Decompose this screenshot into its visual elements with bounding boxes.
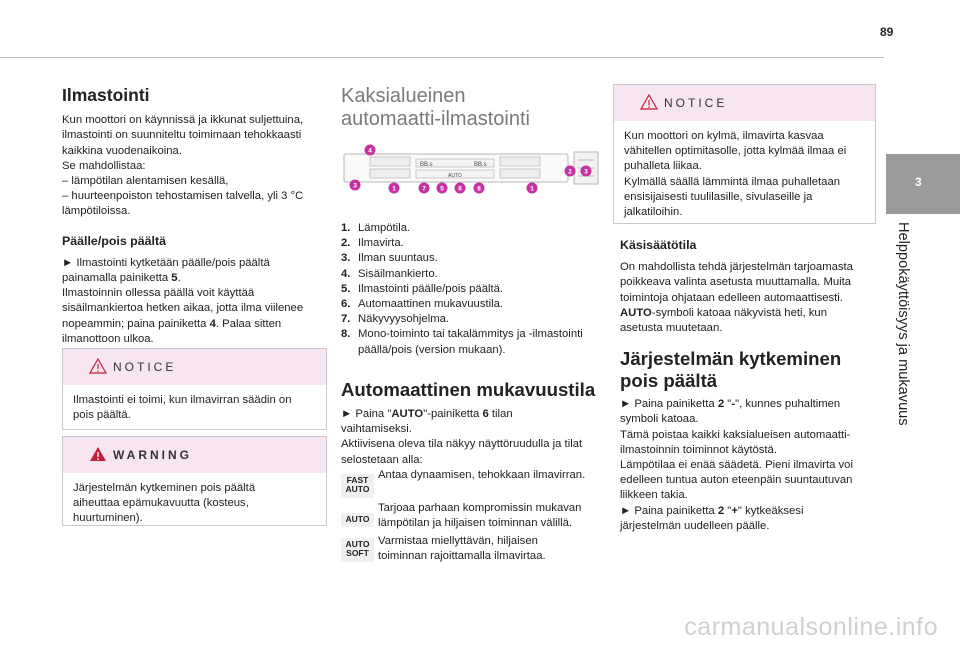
text-line: vähitellen optimitasolle, jotta kylmää ilmaa ei: [624, 145, 847, 158]
text-line: Varmistaa miellyttävän, hiljaisen: [378, 534, 538, 547]
warning-filled-icon: [89, 446, 107, 462]
chapter-title-text: Helppokäyttöisyys ja mukavuus: [895, 222, 911, 426]
list-item: 5. Ilmastointi päälle/pois päältä.: [341, 282, 504, 295]
mode-fast-auto: [341, 468, 603, 501]
callout-label: 1: [530, 185, 534, 193]
text-line: Antaa dynaamisen, tehokkaan ilmavirran.: [378, 468, 586, 481]
text-line: Ilmastointi ei toimi, kun ilmavirran säädin on: [73, 394, 292, 406]
column-3: [620, 238, 874, 534]
callout-label: 1: [392, 185, 396, 193]
column-1: [62, 85, 327, 347]
warning-label: WARNING: [113, 448, 192, 462]
notice-label: NOTICE: [664, 96, 728, 110]
mode-auto-soft: [341, 534, 603, 571]
auto-icon: AUTO: [341, 513, 374, 527]
chapter-title: [888, 222, 916, 462]
intro-text: [62, 113, 327, 219]
onoff-text: [62, 256, 327, 347]
watermark-text: carmanualsonline.info: [684, 613, 938, 641]
list-item: 6. Automaattinen mukavuustila.: [341, 298, 504, 311]
section-title-line: Järjestelmän kytkeminen: [620, 348, 842, 370]
text-line: liikkeen takia.: [620, 489, 688, 502]
footer-watermark: [0, 613, 960, 649]
text-line: Aktiivisena oleva tila näkyy näyttöruudulla ja tilat: [341, 438, 583, 451]
text-line: Tarjoaa parhaan kompromissin mukavan: [378, 501, 582, 514]
text-line: jalkatiloihin.: [624, 206, 683, 219]
text-line: Kun moottori on kylmä, ilmavirta kasvaa: [624, 130, 824, 142]
page-number: 89: [880, 25, 894, 39]
text-line: järjestelmän uudelleen päälle.: [620, 519, 770, 532]
text-line: AUTO-symboli katoaa näkyvistä heti, kun: [620, 306, 827, 319]
text-line: symboli katoaa.: [620, 413, 699, 426]
text-line: pois päältä.: [73, 409, 131, 422]
legend-list: [341, 221, 603, 358]
text-line: painamalla painiketta 5.: [62, 272, 181, 285]
section-title-line: pois päältä: [620, 370, 718, 392]
list-item: 8. Mono-toiminto tai takalämmitys ja -ilmastointi: [341, 328, 583, 341]
list-item: päällä/pois (version mukaan).: [358, 343, 506, 356]
text-line: aiheuttaa epämukavuutta (kosteus,: [73, 497, 249, 510]
list-item: 3. Ilman suuntaus.: [341, 252, 438, 265]
section-title-line: automaatti-ilmastointi: [341, 108, 530, 130]
section-title: Automaattinen mukavuustila: [341, 379, 596, 400]
auto-section: [341, 379, 603, 571]
notice-label: NOTICE: [113, 360, 177, 374]
notice-header: [614, 85, 875, 121]
text-line: selostetaan alla:: [341, 453, 423, 466]
callout-label: 3: [353, 182, 357, 190]
text-line: ► Paina painiketta 2 "-", kunnes puhaltimen: [620, 398, 841, 411]
notice-header: [63, 349, 326, 385]
warning-triangle-icon: [640, 94, 658, 110]
warning-box: [62, 436, 327, 526]
section-title: Ilmastointi: [62, 85, 150, 105]
chapter-tab[interactable]: [886, 154, 960, 214]
text-line: – lämpötilan alentamisen kesällä,: [62, 175, 229, 188]
text-line: toiminnan rajoittamalla ilmavirtaa.: [378, 550, 546, 563]
text-line: – huurteenpoiston tehostamisen talvella, yli 3 °C: [62, 190, 304, 203]
text-line: lämpötilan ja hiljaisen toiminnan välillä.: [378, 517, 573, 530]
auto-soft-icon: AUTO SOFT: [341, 538, 374, 562]
text-line: asetusta muutetaan.: [620, 322, 723, 335]
callout-label: 4: [368, 147, 372, 155]
panel-text: BB.s: [474, 162, 487, 168]
text-line: ► Paina painiketta 2 "+" kytkeäksesi: [620, 504, 804, 517]
list-item: 2. Ilmavirta.: [341, 237, 404, 250]
text-line: edelleen tuntua auton eteenpäin suuntautuvan: [620, 474, 853, 487]
text-line: vaihtamiseksi.: [341, 423, 412, 436]
callout-label: 7: [422, 185, 426, 193]
notice-box: [62, 348, 327, 430]
callout-label: 6: [458, 185, 462, 193]
fast-auto-icon: FAST AUTO: [341, 474, 374, 498]
panel-text: BB.s: [420, 162, 433, 168]
text-line: ilmastoinnin toiminnot käytöstä.: [620, 443, 777, 456]
panel-text: AUTO: [448, 173, 462, 179]
text-line: On mahdollista tehdä järjestelmän tarjoamasta: [620, 261, 853, 274]
list-item: 1. Lämpötila.: [341, 222, 411, 234]
text-line: nopeammin; paina painiketta 4. Palaa sitten: [62, 317, 282, 330]
text-line: ilmanottoon ulkoa.: [62, 332, 154, 345]
text-line: Kun moottori on käynnissä ja ikkunat suljettuina,: [62, 114, 304, 127]
text-line: ► Paina "AUTO"-painiketta 6 tilan: [341, 408, 513, 420]
text-line: Tämä poistaa kaikki kaksialueisen automaatti-: [620, 428, 851, 441]
callout-label: 5: [440, 185, 444, 193]
text-line: Järjestelmän kytkeminen pois päältä: [73, 482, 256, 494]
text-line: sisäilmankiertoa hetken aikaa, jotta ilma viilenee: [62, 302, 304, 315]
warning-triangle-icon: [89, 358, 107, 374]
header-rule: [0, 57, 884, 58]
text-line: kaikkina vuodenaikoina.: [62, 144, 182, 157]
section-title-line: Kaksialueinen: [341, 85, 466, 107]
text-line: Se mahdollistaa:: [62, 159, 146, 172]
text-line: ilmastointi on suunniteltu toimimaan tehokkaasti: [62, 129, 302, 142]
callout-label: 8: [477, 185, 481, 193]
text-line: Lämpötilaa ei enää säädetä. Pieni ilmavirta voi: [620, 459, 853, 472]
text-line: ► Ilmastointi kytketään päälle/pois päältä: [62, 256, 270, 269]
notice-box: [613, 84, 876, 224]
list-item: 4. Sisäilmankierto.: [341, 267, 438, 280]
text-line: Kylmällä säällä lämmintä ilmaa puhalletaan: [624, 175, 841, 188]
chapter-number: 3: [915, 175, 922, 189]
warning-header: [63, 437, 326, 473]
text-line: Ilmastoinnin ollessa päällä voit käyttää: [62, 287, 255, 300]
subsection-title: Käsisäätötila: [620, 238, 697, 252]
mode-auto: [341, 501, 603, 534]
callout-label: 3: [584, 168, 588, 176]
column-2: [341, 85, 603, 131]
text-line: huurtuminen).: [73, 512, 143, 525]
list-item: 7. Näkyvyysohjelma.: [341, 313, 450, 326]
text-line: ensisijaisesti tuulilasille, sivulaseille ja: [624, 190, 813, 203]
climate-panel-diagram: [340, 144, 602, 198]
callout-label: 2: [568, 168, 572, 176]
text-line: lämpötiloissa.: [62, 205, 131, 218]
text-line: poikkeava valinta asetusta muuttamalla. Muita: [620, 276, 852, 289]
text-line: toimintoja ohjataan edelleen automaattisesti.: [620, 291, 843, 304]
text-line: puhalleta liikaa.: [624, 160, 702, 173]
subsection-title: Päälle/pois päältä: [62, 233, 166, 248]
